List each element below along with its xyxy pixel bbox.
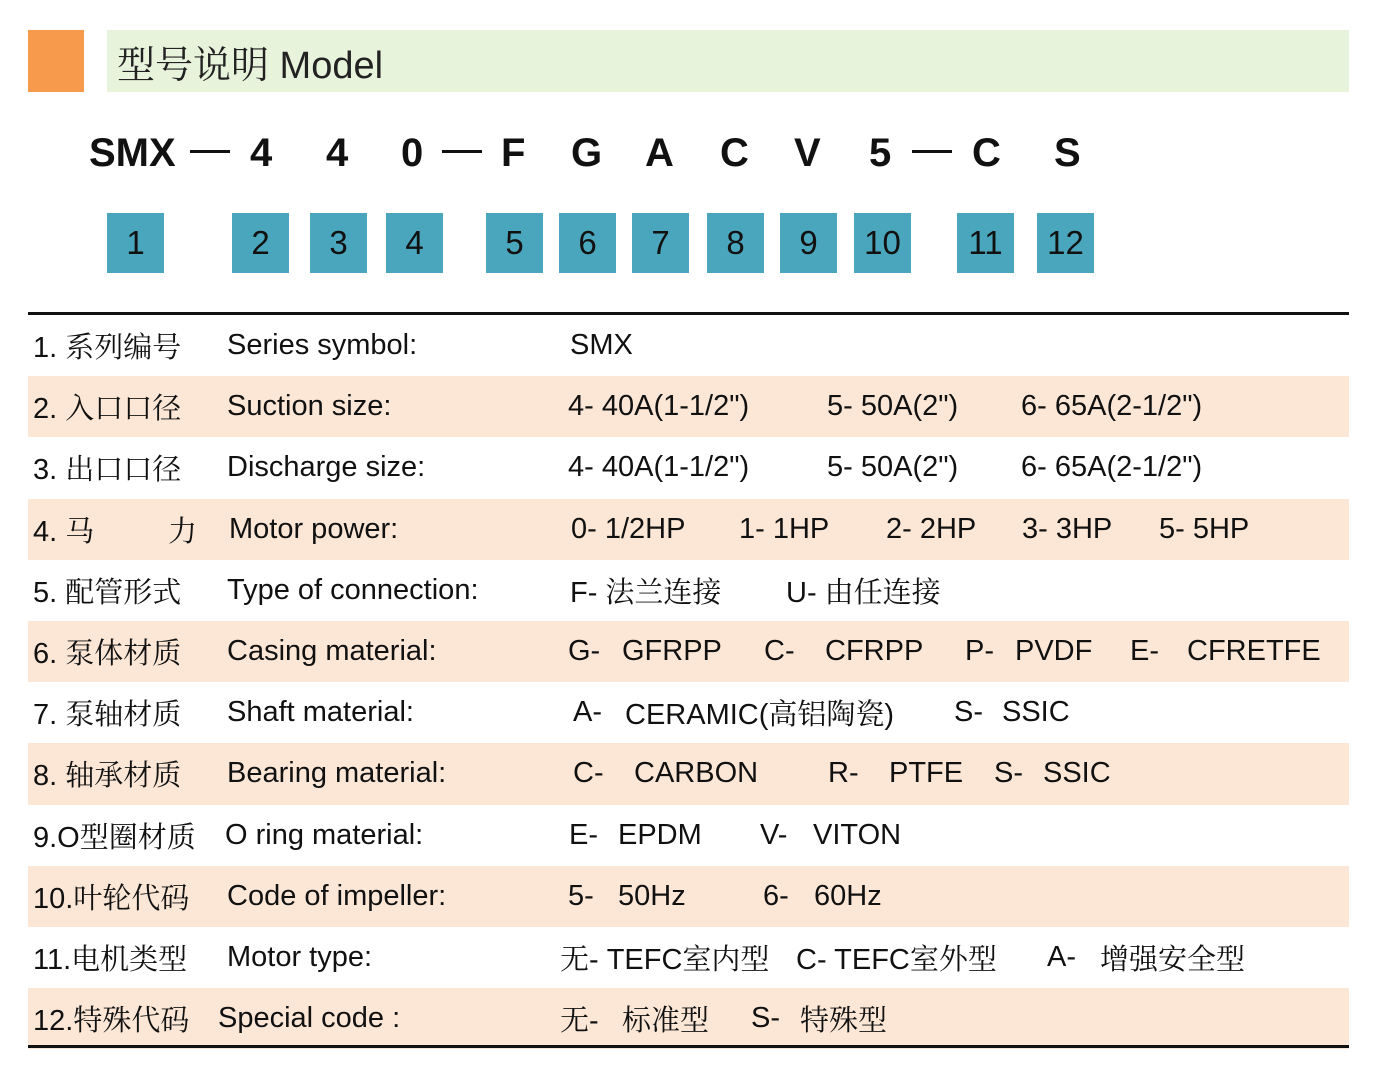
row-option: 增强安全型 <box>1100 943 1246 976</box>
row-option-code: A- <box>573 696 602 729</box>
row-english-label: Suction size: <box>227 390 392 423</box>
model-code-dash <box>190 150 230 153</box>
row-chinese-label: 3. 出口口径 <box>33 454 182 487</box>
row-option: 4- 40A(1-1/2") <box>568 390 750 423</box>
row-english-label: Casing material: <box>227 635 437 668</box>
row-chinese-label: 4. 马 <box>33 515 95 548</box>
position-number-box: 4 <box>386 213 443 273</box>
table-row <box>28 927 1349 988</box>
row-option: 无- TEFC室内型 <box>560 943 770 976</box>
row-option: 标准型 <box>622 1005 710 1038</box>
model-code-part-7: A <box>645 131 674 175</box>
position-number-box: 10 <box>854 213 911 273</box>
row-option: SSIC <box>1002 696 1070 729</box>
row-option: EPDM <box>618 818 702 851</box>
row-chinese-label: 7. 泵轴材质 <box>33 699 182 732</box>
position-number-box: 9 <box>780 213 837 273</box>
row-option: 3- 3HP <box>1022 512 1113 545</box>
row-english-label: Shaft material: <box>227 696 414 729</box>
row-option-code: E- <box>1130 635 1159 668</box>
row-option-code: V- <box>760 818 788 851</box>
position-number-box: 1 <box>107 213 164 273</box>
position-number-box: 12 <box>1037 213 1094 273</box>
table-row <box>28 376 1349 437</box>
row-english-label: Type of connection: <box>227 573 479 606</box>
row-option: 2- 2HP <box>886 512 977 545</box>
row-chinese-label-suffix: 力 <box>168 515 198 548</box>
row-option: 5- 50A(2") <box>827 451 959 484</box>
row-option: VITON <box>813 818 902 851</box>
row-chinese-label: 8. 轴承材质 <box>33 760 182 793</box>
row-chinese-label: 11.电机类型 <box>33 943 188 976</box>
table-row <box>28 560 1349 621</box>
row-option: 5- 5HP <box>1159 512 1250 545</box>
model-code-part-11: C <box>972 131 1001 175</box>
row-option-code: S- <box>994 757 1023 790</box>
row-option-code: R- <box>828 757 859 790</box>
orange-accent-square <box>28 30 84 92</box>
row-option-code: 无- <box>560 1005 599 1038</box>
table-row <box>28 805 1349 866</box>
table-bottom-rule <box>28 1045 1349 1048</box>
row-option: SMX <box>570 329 633 362</box>
position-number-box: 7 <box>632 213 689 273</box>
row-english-label: Discharge size: <box>227 451 426 484</box>
row-chinese-label: 10.叶轮代码 <box>33 882 190 915</box>
row-option: 5- 50A(2") <box>827 390 959 423</box>
position-number-box: 5 <box>486 213 543 273</box>
row-english-label: Series symbol: <box>227 329 418 362</box>
row-english-label: O ring material: <box>225 818 424 851</box>
spec-table <box>28 315 1349 1049</box>
model-code-dash <box>912 150 952 153</box>
row-option-code: P- <box>965 635 994 668</box>
model-code-part-9: V <box>794 131 821 175</box>
row-option: PVDF <box>1015 635 1093 668</box>
row-option: F- 法兰连接 <box>570 576 722 609</box>
row-option: 0- 1/2HP <box>571 512 686 545</box>
model-code-part-8: C <box>720 131 749 175</box>
row-option: 6- 65A(2-1/2") <box>1021 451 1203 484</box>
table-row <box>28 743 1349 804</box>
row-english-label: Bearing material: <box>227 757 447 790</box>
row-chinese-label: 2. 入口口径 <box>33 393 182 426</box>
table-row <box>28 499 1349 560</box>
model-code-part-1: SMX <box>89 131 176 175</box>
title-bar <box>107 30 1349 92</box>
row-option: GFRPP <box>622 635 722 668</box>
position-number-box: 11 <box>957 213 1014 273</box>
model-code-part-10: 5 <box>869 131 892 175</box>
row-option-code: C- <box>764 635 795 668</box>
row-option: CERAMIC(高铝陶瓷) <box>625 699 895 732</box>
model-code-part-5: F <box>501 131 526 175</box>
row-chinese-label: 1. 系列编号 <box>33 332 182 365</box>
row-option-code: E- <box>569 818 598 851</box>
row-option: SSIC <box>1043 757 1111 790</box>
row-option: 60Hz <box>814 879 882 912</box>
row-option: 6- 65A(2-1/2") <box>1021 390 1203 423</box>
table-row <box>28 988 1349 1049</box>
row-option: CARBON <box>634 757 759 790</box>
row-option: CFRETFE <box>1187 635 1321 668</box>
table-row <box>28 866 1349 927</box>
position-number-box: 3 <box>310 213 367 273</box>
row-option: CFRPP <box>825 635 924 668</box>
table-row <box>28 682 1349 743</box>
table-row <box>28 437 1349 498</box>
row-english-label: Code of impeller: <box>227 879 447 912</box>
row-chinese-label: 6. 泵体材质 <box>33 638 182 671</box>
model-code-part-2: 4 <box>250 131 273 175</box>
page-title: 型号说明 Model <box>117 44 384 87</box>
row-option-code: 6- <box>763 879 789 912</box>
row-english-label: Motor type: <box>227 940 373 973</box>
row-english-label: Special code : <box>218 1002 401 1035</box>
row-option: U- 由任连接 <box>786 576 941 609</box>
row-option-code: 5- <box>568 879 594 912</box>
row-chinese-label: 5. 配管形式 <box>33 576 182 609</box>
model-code-part-3: 4 <box>326 131 349 175</box>
table-row <box>28 621 1349 682</box>
model-code-part-6: G <box>571 131 603 175</box>
model-code-part-4: 0 <box>401 131 424 175</box>
row-option: 特殊型 <box>800 1005 888 1038</box>
row-option: C- TEFC室外型 <box>796 943 997 976</box>
position-number-box: 8 <box>707 213 764 273</box>
row-english-label: Motor power: <box>229 512 399 545</box>
row-option: PTFE <box>889 757 964 790</box>
position-number-box: 6 <box>559 213 616 273</box>
table-row <box>28 315 1349 376</box>
row-option-code: S- <box>954 696 983 729</box>
row-option-code: S- <box>751 1002 780 1035</box>
model-code-part-12: S <box>1054 131 1081 175</box>
position-number-box: 2 <box>232 213 289 273</box>
row-option: 50Hz <box>618 879 686 912</box>
row-option-code: C- <box>573 757 604 790</box>
row-option: 4- 40A(1-1/2") <box>568 451 750 484</box>
row-chinese-label: 9.O型圈材质 <box>33 821 196 854</box>
row-option-code: A- <box>1047 940 1076 973</box>
model-code-dash <box>442 150 482 153</box>
row-option-code: G- <box>568 635 601 668</box>
row-chinese-label: 12.特殊代码 <box>33 1005 190 1038</box>
row-option: 1- 1HP <box>739 512 830 545</box>
